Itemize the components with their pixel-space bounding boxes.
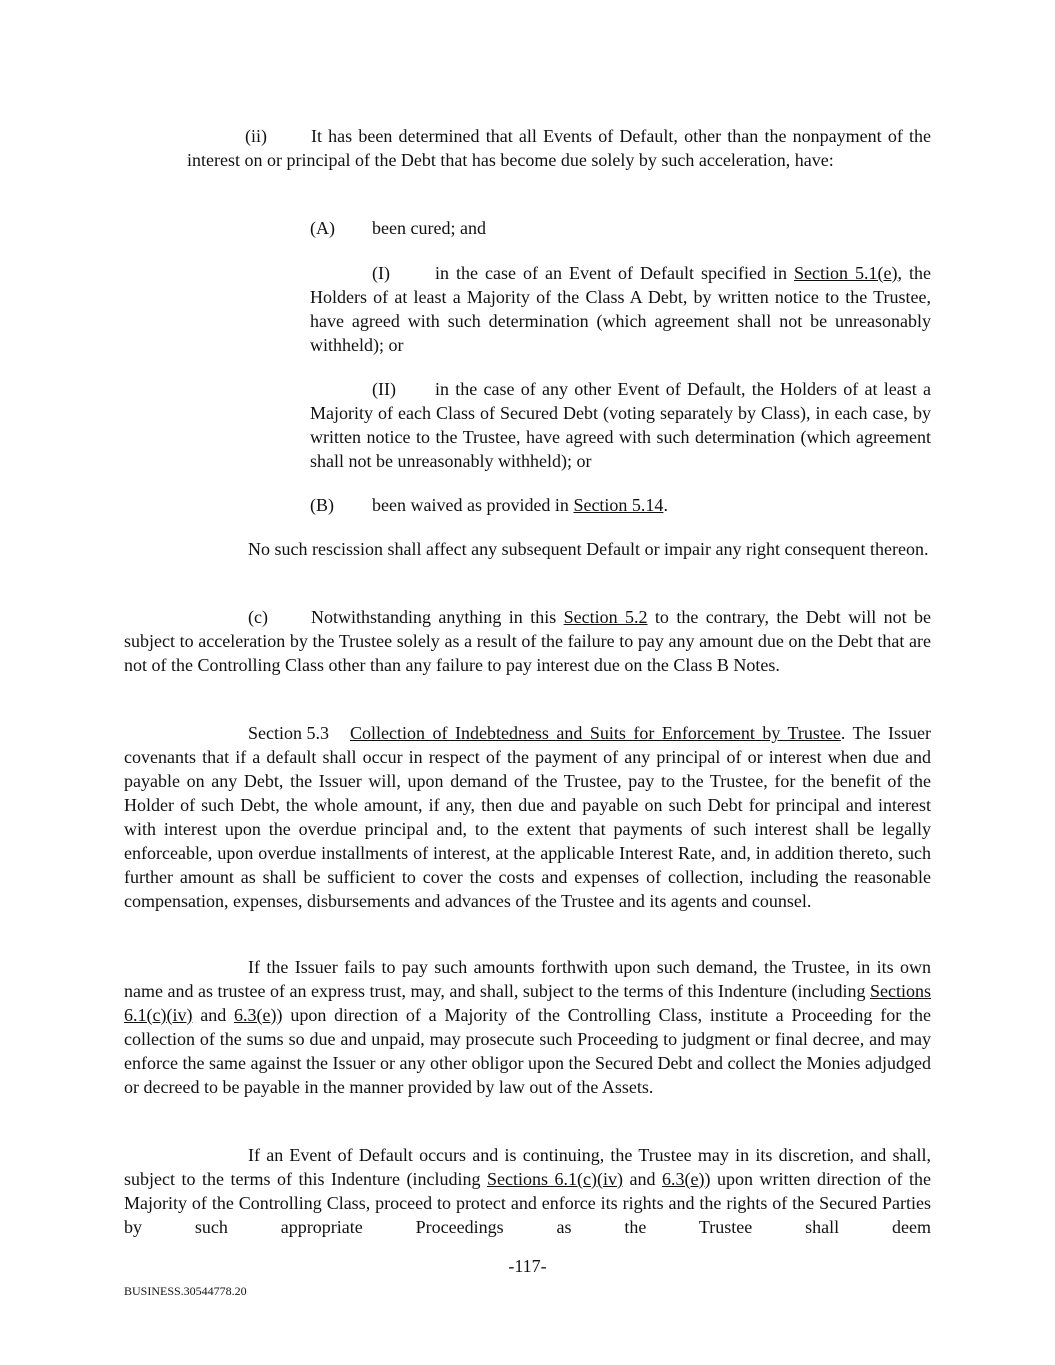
text: . The Issuer covenants that if a default shall occur in respect of the payment of any principal of or interest when due and payable on any Debt, the Issuer will, upon demand of the Trustee, pay to the Trustee, for the benefit of the Holder of such Debt, the whole amount, if any, then due and payable on such Debt for principal and interest with interest upon the overdue principal and, to the extent that payments of such interest shall be legally enforceable, upon overdue installments of interest, at the applicable Interest Rate, and, in addition thereto, such further amount as shall be sufficient to cover the costs and expenses of collection, including the reasonable compensation, expenses, disbursements and advances of the Trustee and its agents and counsel. (124, 723, 931, 911)
paragraph-II (310, 377, 931, 473)
paragraph-issuer-fails (124, 955, 931, 1099)
text: , the Holders of at least a Majority of the Class A Debt, by written notice to the Trustee, have agreed with such determination (which agreement shall not be unreasonably withheld); or (310, 263, 932, 355)
label: (ii) (245, 126, 267, 146)
label: (I) (372, 263, 390, 283)
section-link[interactable]: Section 5.1(e) (794, 263, 898, 283)
section-number: Section 5.3 (248, 723, 329, 743)
section-link[interactable]: 6.3(e) (234, 1005, 277, 1025)
text: been waived as provided in (372, 495, 574, 515)
paragraph-ii (187, 124, 931, 172)
section-heading: Collection of Indebtedness and Suits for Enforcement by Trustee (350, 723, 841, 743)
section-link[interactable]: Section 5.2 (563, 607, 648, 627)
paragraph-event-of-default (124, 1143, 931, 1239)
text: If the Issuer fails to pay such amounts forthwith upon such demand, the Trustee, in its own name and as trustee of an express trust, may, and shall, subject to the terms of this Indenture (including (124, 957, 931, 1001)
text: and (192, 1005, 235, 1025)
paragraph-B (310, 493, 931, 517)
text: been cured; and (372, 218, 486, 238)
text: If an Event of Default occurs and is continuing, the Trustee may in its discretion, and shall, subject to the terms of this Indenture (including (124, 1145, 931, 1189)
paragraph-A (310, 216, 931, 240)
text: It has been determined that all Events of Default, other than the nonpayment of the interest on or principal of the Debt that has become due solely by such acceleration, have: (187, 126, 931, 170)
text: ) upon written direction of the Majority of the Controlling Class, proceed to protect and enforce its rights and the rights of the Secured Parties by such appropriate Proceedings as the Trustee shall deem (124, 1169, 931, 1237)
paragraph-no-rescission: No such rescission shall affect any subsequent Default or impair any right consequent thereon. (248, 539, 929, 559)
section-link[interactable]: Sections 6.1(c)(iv) (124, 981, 931, 1025)
page-number: -117- (508, 1256, 547, 1276)
label: (c) (248, 607, 268, 627)
text: in the case of an Event of Default specified in (435, 263, 795, 283)
text: . (663, 495, 668, 515)
text: Notwithstanding anything in this (311, 607, 564, 627)
text: ) upon direction of a Majority of the Controlling Class, institute a Proceeding for the collection of the sums so due and unpaid, may prosecute such Proceeding to judgment or final decree, and may enforce the same against the Issuer or any other obligor upon the Secured Debt and collect the Monies adjudged or decreed to be payable in the manner provided by law out of the Assets. (124, 1005, 931, 1097)
label: (B) (310, 495, 334, 515)
text: in the case of any other Event of Default, the Holders of at least a Majority of each Class of Secured Debt (voting separately by Class), in each case, by written notice to the Trustee, have agreed with such determination (which agreement shall not be unreasonably withheld); or (310, 379, 931, 471)
section-link[interactable]: Sections 6.1(c)(iv) (487, 1169, 623, 1189)
document-id: BUSINESS.30544778.20 (124, 1284, 247, 1298)
paragraph-I (310, 261, 931, 357)
paragraph-c (124, 605, 931, 677)
section-5-3 (124, 721, 931, 913)
text: to the contrary, the Debt will not be subject to acceleration by the Trustee solely as a result of the failure to pay any amount due on the Debt that are not of the Controlling Class other than any failure to pay interest due on the Class B Notes. (124, 607, 931, 675)
text: and (623, 1169, 663, 1189)
section-link[interactable]: 6.3(e) (662, 1169, 705, 1189)
label: (A) (310, 218, 335, 238)
section-link[interactable]: Section 5.14 (573, 495, 664, 515)
label: (II) (372, 379, 396, 399)
